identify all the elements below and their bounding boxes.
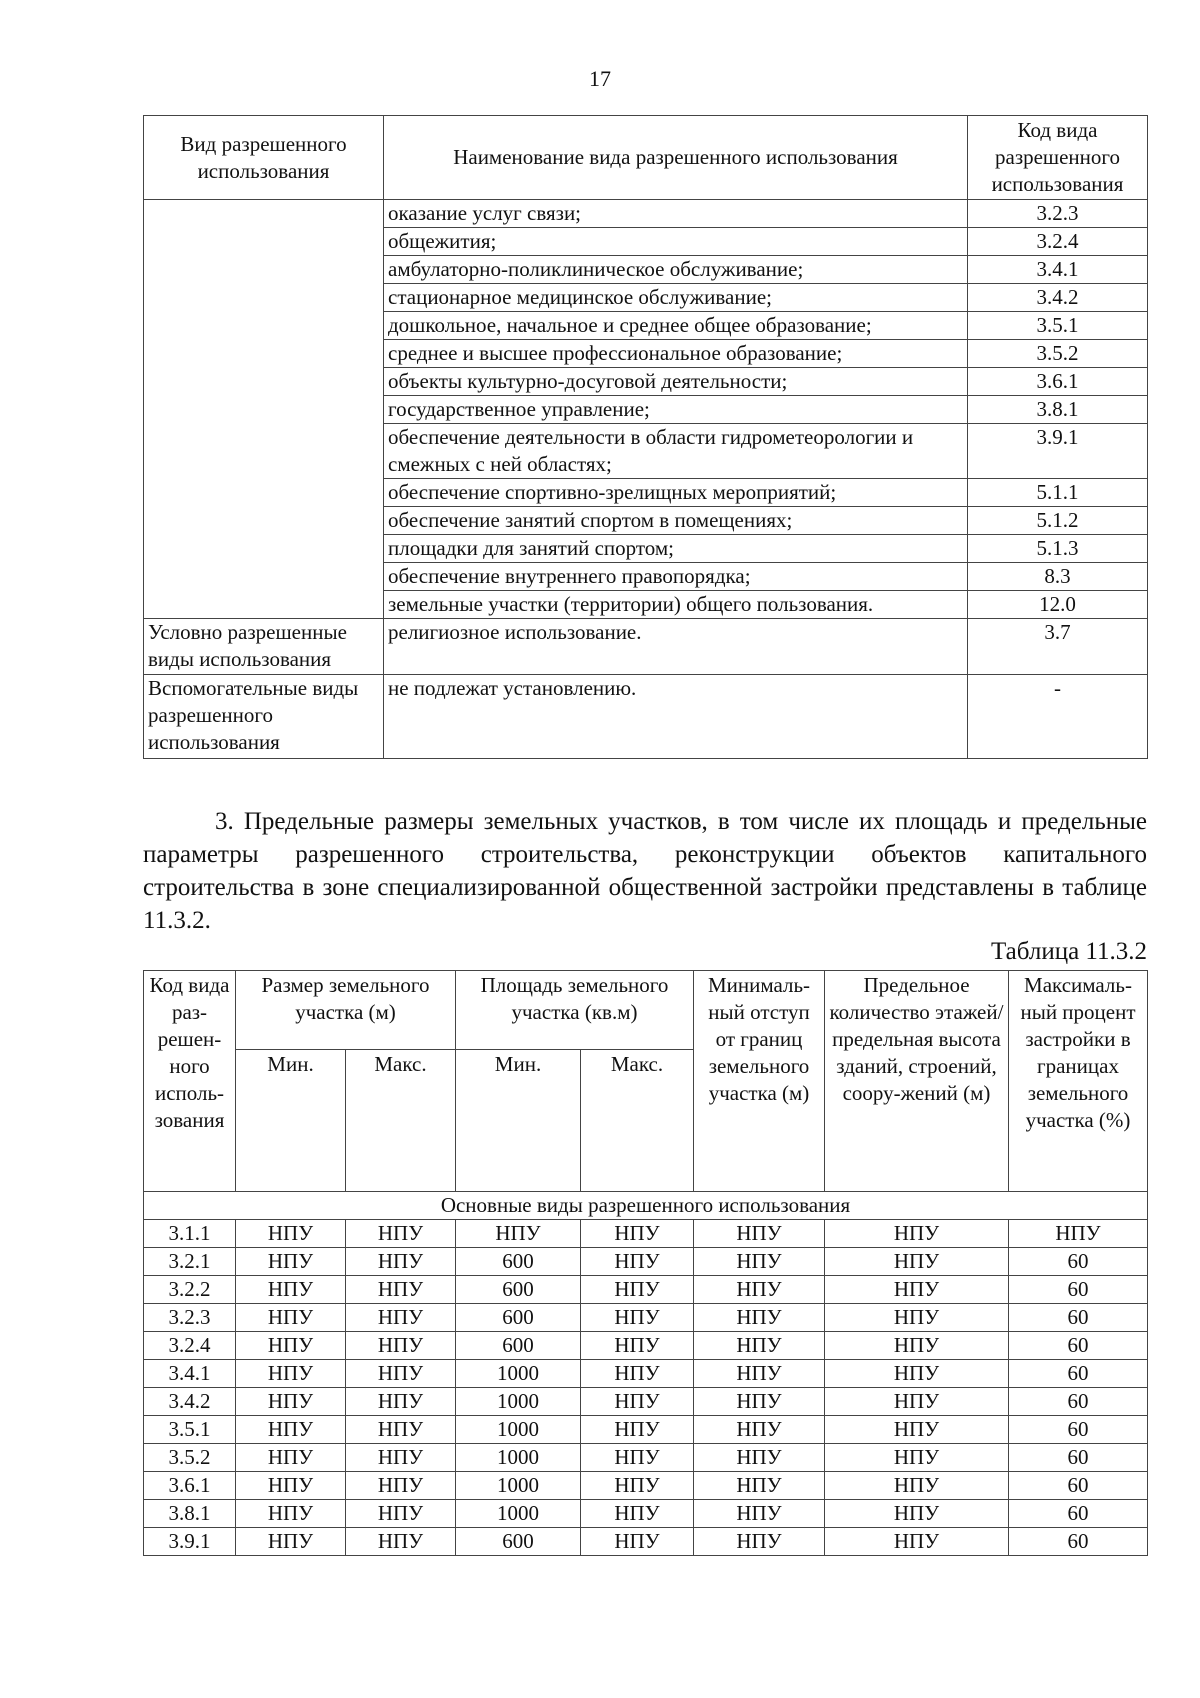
- floors-height-cell: НПУ: [825, 1472, 1009, 1500]
- table-row: [144, 1360, 1148, 1388]
- setback-cell: НПУ: [694, 1276, 825, 1304]
- floors-height-cell: НПУ: [825, 1332, 1009, 1360]
- size-min-cell: НПУ: [236, 1388, 346, 1416]
- use-name-cell: площадки для занятий спортом;: [384, 535, 968, 563]
- use-name-cell: общежития;: [384, 228, 968, 256]
- code-cell: 3.4.2: [144, 1388, 236, 1416]
- size-max-cell: НПУ: [346, 1276, 456, 1304]
- setback-cell: НПУ: [694, 1220, 825, 1248]
- size-max-cell: НПУ: [346, 1304, 456, 1332]
- header-plot-size: Размер земельного участка (м): [236, 971, 456, 1050]
- setback-cell: НПУ: [694, 1388, 825, 1416]
- setback-cell: НПУ: [694, 1472, 825, 1500]
- use-code-cell: 5.1.1: [968, 479, 1148, 507]
- coverage-cell: 60: [1009, 1248, 1148, 1276]
- limits-table-body: [144, 1192, 1148, 1556]
- size-min-cell: НПУ: [236, 1248, 346, 1276]
- floors-height-cell: НПУ: [825, 1388, 1009, 1416]
- header-max-coverage: Максималь-ный процент застройки в границах земельного участка (%): [1009, 971, 1148, 1192]
- use-name-cell: земельные участки (территории) общего пользования.: [384, 591, 968, 619]
- coverage-cell: 60: [1009, 1332, 1148, 1360]
- table-caption: Таблица 11.3.2: [991, 938, 1147, 965]
- coverage-cell: 60: [1009, 1528, 1148, 1556]
- area-max-cell: НПУ: [581, 1360, 694, 1388]
- setback-cell: НПУ: [694, 1500, 825, 1528]
- use-code-cell: 3.7: [968, 619, 1148, 675]
- area-min-cell: 1000: [456, 1500, 581, 1528]
- area-min-cell: 1000: [456, 1360, 581, 1388]
- area-min-cell: 600: [456, 1304, 581, 1332]
- code-cell: 3.1.1: [144, 1220, 236, 1248]
- header-use-code: Код вида разрешенного использования: [968, 116, 1148, 200]
- coverage-cell: 60: [1009, 1472, 1148, 1500]
- header-size-min: Мин.: [236, 1050, 346, 1192]
- floors-height-cell: НПУ: [825, 1248, 1009, 1276]
- use-code-cell: 3.8.1: [968, 396, 1148, 424]
- code-cell: 3.5.1: [144, 1416, 236, 1444]
- use-code-cell: 3.5.2: [968, 340, 1148, 368]
- use-name-cell: обеспечение внутреннего правопорядка;: [384, 563, 968, 591]
- use-code-cell: 3.4.1: [968, 256, 1148, 284]
- header-min-setback: Минималь-ный отступ от границ земельного участка (м): [694, 971, 825, 1192]
- header-use-name: Наименование вида разрешенного использования: [384, 116, 968, 200]
- use-code-cell: 3.5.1: [968, 312, 1148, 340]
- use-name-cell: оказание услуг связи;: [384, 200, 968, 228]
- limits-table: [143, 970, 1148, 1556]
- floors-height-cell: НПУ: [825, 1416, 1009, 1444]
- code-cell: 3.8.1: [144, 1500, 236, 1528]
- use-name-cell: амбулаторно-поликлиническое обслуживание;: [384, 256, 968, 284]
- size-max-cell: НПУ: [346, 1500, 456, 1528]
- section-paragraph: 3. Предельные размеры земельных участков, в том числе их площадь и предельные параметры разрешенного строительства, реконструкции объектов капитального строительства в зоне специализированной общественной застройки представлены в таблице 11.3.2.: [143, 808, 1147, 934]
- area-min-cell: 1000: [456, 1416, 581, 1444]
- use-name-cell: не подлежат установлению.: [384, 675, 968, 759]
- size-min-cell: НПУ: [236, 1472, 346, 1500]
- use-code-cell: 3.2.3: [968, 200, 1148, 228]
- size-max-cell: НПУ: [346, 1220, 456, 1248]
- size-max-cell: НПУ: [346, 1248, 456, 1276]
- page-number: 17: [589, 66, 611, 91]
- code-cell: 3.9.1: [144, 1528, 236, 1556]
- header-area-min: Мин.: [456, 1050, 581, 1192]
- table-row: [144, 1416, 1148, 1444]
- floors-height-cell: НПУ: [825, 1276, 1009, 1304]
- setback-cell: НПУ: [694, 1528, 825, 1556]
- table-row: [144, 1220, 1148, 1248]
- coverage-cell: 60: [1009, 1360, 1148, 1388]
- area-min-cell: 1000: [456, 1388, 581, 1416]
- table-row: [144, 1304, 1148, 1332]
- area-min-cell: 1000: [456, 1444, 581, 1472]
- permitted-use-table-body: [144, 200, 1148, 759]
- use-code-cell: 8.3: [968, 563, 1148, 591]
- floors-height-cell: НПУ: [825, 1500, 1009, 1528]
- coverage-cell: НПУ: [1009, 1220, 1148, 1248]
- size-min-cell: НПУ: [236, 1220, 346, 1248]
- code-cell: 3.2.2: [144, 1276, 236, 1304]
- use-name-cell: среднее и высшее профессиональное образование;: [384, 340, 968, 368]
- area-max-cell: НПУ: [581, 1528, 694, 1556]
- size-min-cell: НПУ: [236, 1528, 346, 1556]
- table-row: [144, 1248, 1148, 1276]
- use-code-cell: -: [968, 675, 1148, 759]
- area-min-cell: 1000: [456, 1472, 581, 1500]
- area-max-cell: НПУ: [581, 1248, 694, 1276]
- coverage-cell: 60: [1009, 1500, 1148, 1528]
- table-row: [144, 1528, 1148, 1556]
- use-name-cell: государственное управление;: [384, 396, 968, 424]
- use-name-cell: обеспечение спортивно-зрелищных мероприятий;: [384, 479, 968, 507]
- floors-height-cell: НПУ: [825, 1528, 1009, 1556]
- category-cell: [144, 200, 384, 619]
- coverage-cell: 60: [1009, 1304, 1148, 1332]
- area-min-cell: 600: [456, 1332, 581, 1360]
- area-max-cell: НПУ: [581, 1332, 694, 1360]
- code-cell: 3.5.2: [144, 1444, 236, 1472]
- header-plot-area: Площадь земельного участка (кв.м): [456, 971, 694, 1050]
- setback-cell: НПУ: [694, 1248, 825, 1276]
- setback-cell: НПУ: [694, 1304, 825, 1332]
- setback-cell: НПУ: [694, 1360, 825, 1388]
- use-code-cell: 12.0: [968, 591, 1148, 619]
- area-min-cell: 600: [456, 1248, 581, 1276]
- floors-height-cell: НПУ: [825, 1304, 1009, 1332]
- size-max-cell: НПУ: [346, 1388, 456, 1416]
- use-code-cell: 3.4.2: [968, 284, 1148, 312]
- size-min-cell: НПУ: [236, 1276, 346, 1304]
- use-name-cell: религиозное использование.: [384, 619, 968, 675]
- area-max-cell: НПУ: [581, 1304, 694, 1332]
- table-row: [144, 1472, 1148, 1500]
- table-header-row: [144, 116, 1148, 200]
- use-name-cell: объекты культурно-досуговой деятельности;: [384, 368, 968, 396]
- use-code-cell: 3.9.1: [968, 424, 1148, 479]
- header-size-max: Макс.: [346, 1050, 456, 1192]
- size-min-cell: НПУ: [236, 1360, 346, 1388]
- table-row: [144, 675, 1148, 759]
- coverage-cell: 60: [1009, 1276, 1148, 1304]
- code-cell: 3.6.1: [144, 1472, 236, 1500]
- area-max-cell: НПУ: [581, 1500, 694, 1528]
- floors-height-cell: НПУ: [825, 1360, 1009, 1388]
- area-min-cell: 600: [456, 1528, 581, 1556]
- table-row: [144, 1444, 1148, 1472]
- header-use-type: Вид разрешенного использования: [144, 116, 384, 200]
- size-min-cell: НПУ: [236, 1500, 346, 1528]
- size-min-cell: НПУ: [236, 1304, 346, 1332]
- header-area-max: Макс.: [581, 1050, 694, 1192]
- table-row: [144, 1276, 1148, 1304]
- use-name-cell: дошкольное, начальное и среднее общее образование;: [384, 312, 968, 340]
- setback-cell: НПУ: [694, 1332, 825, 1360]
- coverage-cell: 60: [1009, 1388, 1148, 1416]
- table-row: [144, 619, 1148, 675]
- table-row: [144, 1388, 1148, 1416]
- use-code-cell: 3.2.4: [968, 228, 1148, 256]
- table-row: [144, 1332, 1148, 1360]
- section-row: [144, 1192, 1148, 1220]
- use-name-cell: стационарное медицинское обслуживание;: [384, 284, 968, 312]
- area-max-cell: НПУ: [581, 1220, 694, 1248]
- area-max-cell: НПУ: [581, 1472, 694, 1500]
- use-code-cell: 5.1.2: [968, 507, 1148, 535]
- area-max-cell: НПУ: [581, 1416, 694, 1444]
- area-max-cell: НПУ: [581, 1444, 694, 1472]
- use-name-cell: обеспечение деятельности в области гидрометеорологии и смежных с ней областях;: [384, 424, 968, 479]
- area-max-cell: НПУ: [581, 1388, 694, 1416]
- size-max-cell: НПУ: [346, 1416, 456, 1444]
- floors-height-cell: НПУ: [825, 1444, 1009, 1472]
- section-title: Основные виды разрешенного использования: [144, 1192, 1148, 1220]
- table-row: [144, 200, 1148, 228]
- category-cell: Условно разрешенные виды использования: [144, 619, 384, 675]
- permitted-use-table: [143, 115, 1148, 759]
- header-code: Код вида раз-решен-ного исполь-зования: [144, 971, 236, 1192]
- area-max-cell: НПУ: [581, 1276, 694, 1304]
- table-header-row: [144, 971, 1148, 1050]
- coverage-cell: 60: [1009, 1416, 1148, 1444]
- size-max-cell: НПУ: [346, 1332, 456, 1360]
- size-max-cell: НПУ: [346, 1444, 456, 1472]
- use-code-cell: 3.6.1: [968, 368, 1148, 396]
- code-cell: 3.2.3: [144, 1304, 236, 1332]
- floors-height-cell: НПУ: [825, 1220, 1009, 1248]
- coverage-cell: 60: [1009, 1444, 1148, 1472]
- use-code-cell: 5.1.3: [968, 535, 1148, 563]
- table-row: [144, 1500, 1148, 1528]
- setback-cell: НПУ: [694, 1444, 825, 1472]
- code-cell: 3.2.1: [144, 1248, 236, 1276]
- area-min-cell: 600: [456, 1276, 581, 1304]
- category-cell: Вспомогательные виды разрешенного использования: [144, 675, 384, 759]
- size-min-cell: НПУ: [236, 1444, 346, 1472]
- use-name-cell: обеспечение занятий спортом в помещениях;: [384, 507, 968, 535]
- size-min-cell: НПУ: [236, 1416, 346, 1444]
- code-cell: 3.2.4: [144, 1332, 236, 1360]
- header-floors-height: Предельное количество этажей/ предельная высота зданий, строений, соору-жений (м): [825, 971, 1009, 1192]
- size-min-cell: НПУ: [236, 1332, 346, 1360]
- size-max-cell: НПУ: [346, 1472, 456, 1500]
- code-cell: 3.4.1: [144, 1360, 236, 1388]
- setback-cell: НПУ: [694, 1416, 825, 1444]
- size-max-cell: НПУ: [346, 1528, 456, 1556]
- size-max-cell: НПУ: [346, 1360, 456, 1388]
- area-min-cell: НПУ: [456, 1220, 581, 1248]
